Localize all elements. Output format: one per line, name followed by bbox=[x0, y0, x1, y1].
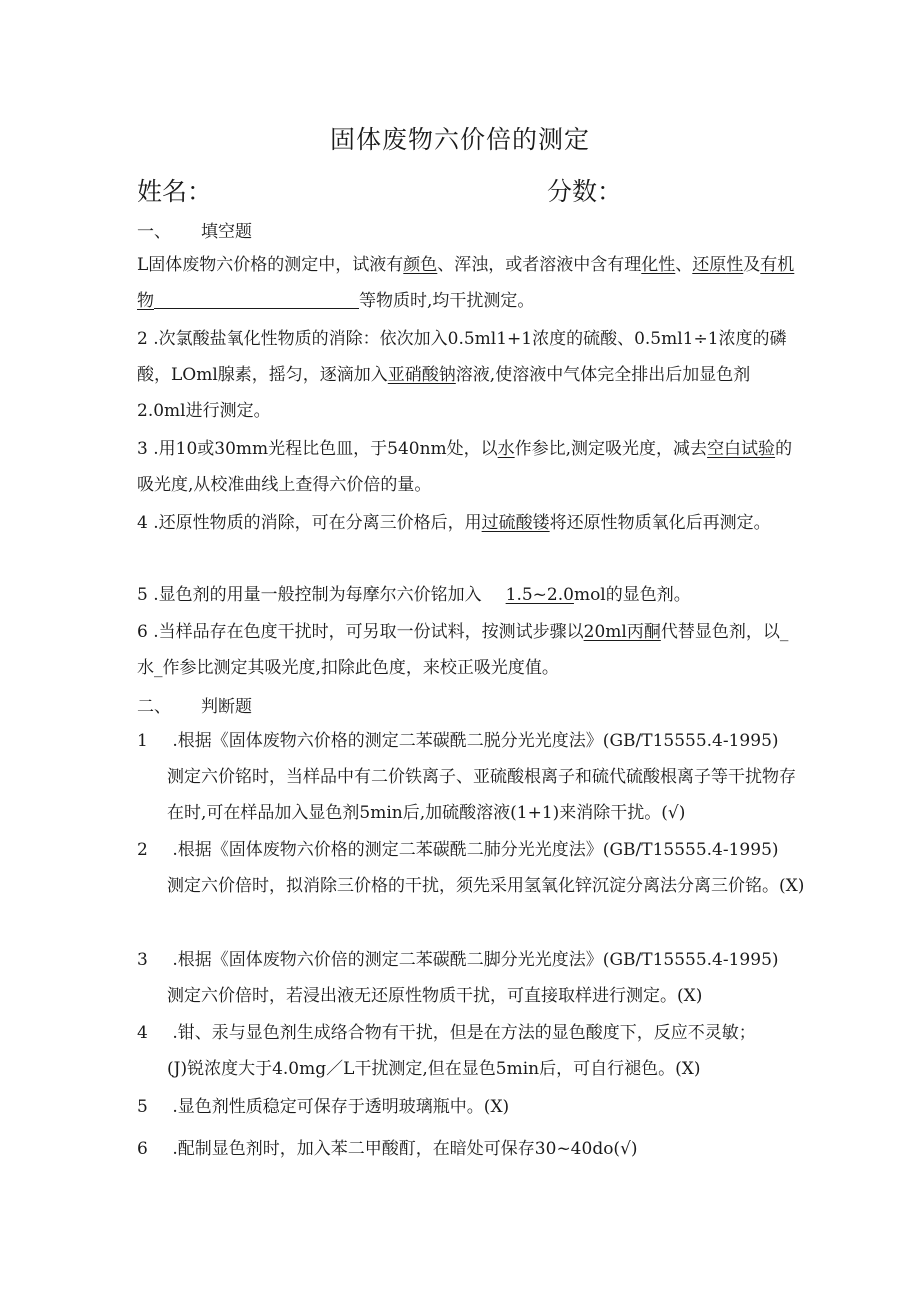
section-heading-judgment bbox=[137, 692, 252, 717]
answer-reducing-a: 还原 bbox=[692, 255, 727, 275]
score-label: 分数： bbox=[547, 177, 623, 206]
answer-oxidizing: 化性 bbox=[641, 255, 676, 275]
judgment-item-1: 1 .根据《固体废物六价格的测定二苯碳酰二脱分光光度法》(GB/T15555.4-1995) 测定六价铭时，当样品中有二价铁离子、亚硫酸根离子和硫代硫酸根离子等干扰物存在时,可在样品加入显色剂5min后,加硫酸溶液(1+1)来消除干扰。(√) bbox=[137, 731, 796, 823]
fill-question-4: 4 .还原性物质的消除，可在分离三价格后，用过硫酸镂将还原性物质氧化后再测定。 bbox=[137, 513, 771, 533]
answer-sodium-nitrite: 亚硝酸钠 bbox=[387, 365, 456, 385]
answer-water: 水 bbox=[497, 439, 515, 459]
fill-question-3: 3 .用10或30mm光程比色皿，于540nm处，以水作参比,测定吸光度，减去空白试验的吸光度,从校准曲线上查得六价倍的量。 bbox=[137, 439, 793, 495]
section-title: 填空题 bbox=[201, 222, 252, 242]
document-title: 固体废物六价倍的测定 bbox=[329, 125, 590, 154]
answer-persulfate: 过硫酸镂 bbox=[481, 513, 550, 533]
section-title: 判断题 bbox=[201, 697, 252, 717]
name-label: 姓名： bbox=[137, 177, 213, 206]
answer-reducing-b: 性 bbox=[726, 255, 744, 275]
section-number: 一、 bbox=[137, 222, 171, 242]
answer-acetone: 20ml丙酮 bbox=[583, 622, 661, 642]
section-number: 二、 bbox=[137, 697, 171, 717]
fill-question-1: L固体废物六价格的测定中，试液有颜色、浑浊，或者溶液中含有理化性、还原性及有机物 等物质时,均干扰测定。 bbox=[137, 255, 795, 311]
answer-color: 颜色 bbox=[403, 255, 438, 275]
judgment-item-3: 3 .根据《固体废物六价倍的测定二苯碳酰二脚分光光度法》(GB/T15555.4-1995) 测定六价倍时，若浸出液无还原性物质干扰，可直接取样进行测定。(X) bbox=[137, 950, 779, 1006]
judgment-item-6: 6 .配制显色剂时，加入苯二甲酸酊，在暗处可保存30~40do(√) bbox=[137, 1139, 638, 1159]
answer-blank-line bbox=[154, 288, 359, 309]
answer-dosage: 1.5~2.0 bbox=[505, 585, 574, 605]
student-info-row bbox=[137, 172, 697, 208]
judgment-item-2: 2 .根据《固体废物六价格的测定二苯碳酰二肺分光光度法》(GB/T15555.4-1995) 测定六价倍时，拟消除三价格的干扰，须先采用氢氧化锌沉淀分离法分离三价铭。(X) bbox=[137, 840, 805, 896]
judgment-item-5: 5 .显色剂性质稳定可保存于透明玻璃瓶中。(X) bbox=[137, 1097, 510, 1117]
fill-question-6: 6 .当样品存在色度干扰时，可另取一份试料，按测试步骤以20ml丙酮代替显色剂，以_水_作参比测定其吸光度,扣除此色度，来校正吸光度值。 bbox=[137, 622, 789, 678]
answer-blank-test: 空白试验 bbox=[707, 439, 776, 459]
fill-question-5: 5 .显色剂的用量一般控制为每摩尔六价铭加入 1.5~2.0mol的显色剂。 bbox=[137, 585, 691, 605]
section-heading-fill-blank bbox=[137, 217, 252, 242]
answer-organic: 有机物 bbox=[137, 255, 795, 311]
fill-question-2: 2 .次氯酸盐氧化性物质的消除：依次加入0.5ml1+1浓度的硫酸、0.5ml1÷1浓度的磷酸，LOml腺素，摇匀，逐滴加入亚硝酸钠溶液,使溶液中气体完全排出后加显色剂2.0ml进行测定。 bbox=[137, 329, 787, 421]
judgment-item-4: 4 .钳、汞与显色剂生成络合物有干扰，但是在方法的显色酸度下，反应不灵敏； (J)锐浓度大于4.0mg／L干扰测定,但在显色5min后，可自行褪色。(X) bbox=[137, 1023, 756, 1079]
